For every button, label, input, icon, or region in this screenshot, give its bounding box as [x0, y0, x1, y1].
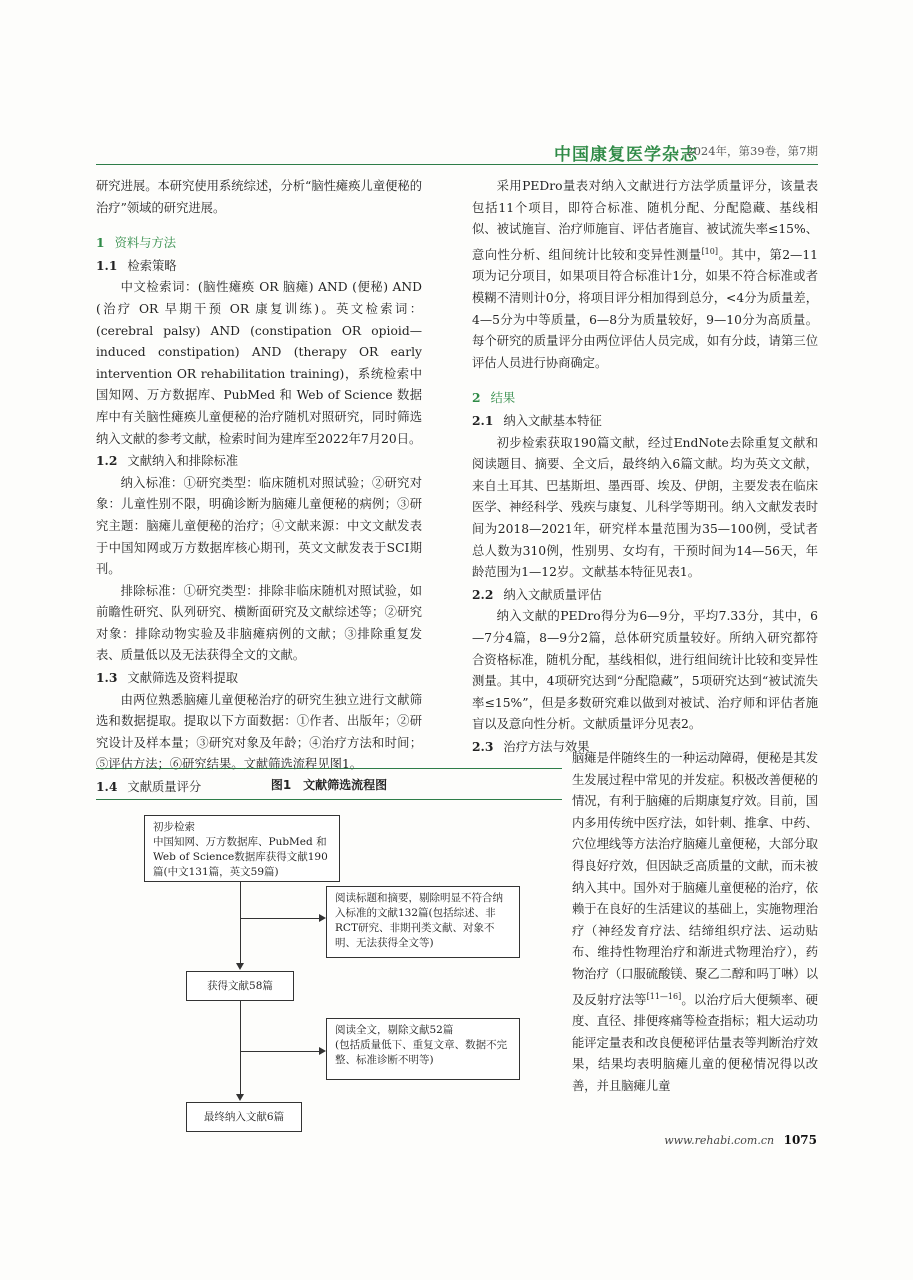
section-title: 文献纳入和排除标准	[127, 454, 239, 469]
search-strategy-text: 中文检索词：(脑性瘫痪 OR 脑瘫) AND (便秘) AND (治疗 OR 早期干预 OR 康复训练)。英文检索词：(cerebral palsy) AND (constipation OR opioid—induced constipation) AND (therapy OR early intervention OR rehabilitation training)，系统检索中国知网、万方数据库、PubMed 和 Web of Science 数据库中有关脑性瘫痪儿童便秘的治疗随机对照研究，同时筛选纳入文献的参考文献，检索时间为建库至2022年7月20日。	[96, 280, 422, 446]
flowchart-figure	[96, 768, 562, 1128]
right-column	[472, 176, 818, 759]
section-1-heading	[96, 232, 422, 255]
arrow-right-icon	[319, 1047, 326, 1055]
treatment-text	[572, 748, 818, 1098]
pedro-text-cont: 。其中，第2—11项为记分项目，如果项目符合标准计1分，如果不符合标准或者模糊不清则计0分，将项目评分相加得到总分，<4分为质量差，4—5分为中等质量，6—8分为质量较好，9—10分为高质量。每个研究的质量评分由两位评估人员完成，如有分歧，请第三位评估人员进行协商确定。	[472, 247, 818, 370]
section-2-heading	[472, 387, 818, 410]
treatment-text-cont: 。以治疗后大便频率、硬度、直径、排便疼痛等检查指标；粗大运动功能评定量表和改良便秘评估量表等判断治疗效果，结果均表明脑瘫儿童的便秘情况得以改善，并且脑瘫儿童	[572, 992, 818, 1093]
section-1-1-heading	[96, 255, 422, 278]
inclusion-criteria-text: 纳入标准：①研究类型：临床随机对照试验；②研究对象：儿童性别不限，明确诊断为脑瘫儿童便秘的病例；③研究主题：脑瘫儿童便秘的治疗；④文献来源：中文文献发表于中国知网或万方数据库核心期刊，英文文献发表于SCI期刊。	[96, 475, 422, 577]
section-title: 纳入文献基本特征	[503, 414, 602, 429]
pedro-text: 采用PEDro量表对纳入文献进行方法学质量评分，该量表包括11个项目，即符合标准、随机分配、分配隐藏、基线相似、被试施盲、治疗师施盲、评估者施盲、被试流失率≤15%、意向性分析、组间统计比较和变异性测量	[472, 179, 818, 262]
citation: [11—16]	[646, 991, 682, 1001]
section-number: 2.3	[472, 738, 494, 754]
issue-info: 2024年，第39卷，第7期	[686, 144, 818, 158]
section-title: 结果	[490, 391, 516, 406]
section-number: 2.1	[472, 413, 494, 429]
page-footer	[664, 1133, 817, 1147]
section-number: 1	[96, 235, 105, 251]
flow-box-obtained: 获得文献58篇	[186, 971, 294, 1001]
section-title: 治疗方法与效果	[503, 739, 590, 754]
section-number: 1.1	[96, 257, 118, 273]
arrow-right-icon	[319, 914, 326, 922]
section-2-2-heading	[472, 584, 818, 607]
section-title: 检索策略	[127, 258, 177, 273]
section-title: 纳入文献质量评估	[503, 587, 602, 602]
section-number: 1.2	[96, 453, 118, 469]
section-1-3-heading	[96, 667, 422, 690]
citation: [10]	[701, 246, 718, 256]
characteristics-text: 初步检索获取190篇文献，经过EndNote去除重复文献和阅读题目、摘要、全文后，最终纳入6篇文献。均为英文文献，来自土耳其、巴基斯坦、墨西哥、埃及、伊朗，主要发表在临床医学、神经科学、残疾与康复、儿科学等期刊。纳入文献发表时间为2018—2021年，研究样本量范围为35—100例，受试者总人数为310例，性别男、女均有，干预时间为14—56天，年龄范围为1—12岁。文献基本特征见表1。	[472, 435, 818, 580]
flow-box-final: 最终纳入文献6篇	[186, 1102, 302, 1132]
flow-connector	[240, 918, 320, 919]
flow-connector	[240, 1001, 241, 1095]
section-1-2-heading	[96, 450, 422, 473]
left-column	[96, 176, 422, 799]
treatment-text-part: 脑瘫是伴随终生的一种运动障碍，便秘是其发生发展过程中常见的并发症。积极改善便秘的情况，有利于脑瘫的后期康复疗效。目前，国内多用传统中医疗法，如针刺、推拿、中药、穴位埋线等方法治疗脑瘫儿童便秘，大部分取得良好疗效，但因缺乏高质量的文献，而未被纳入其中。国外对于脑瘫儿童便秘的治疗，依赖于在良好的生活建议的基础上，实施物理治疗（神经发育疗法、结缔组织疗法、运动贴布、维持性物理治疗和渐进式物理治疗），药物治疗（口服硫酸镁、聚乙二醇和吗丁啉）以及反射疗法等	[572, 751, 818, 1007]
figure-top-rule	[96, 768, 562, 769]
page-header	[96, 140, 818, 165]
section-number: 2	[472, 390, 481, 406]
pedro-paragraph	[472, 176, 818, 374]
section-number: 1.3	[96, 670, 118, 686]
arrow-down-icon	[236, 963, 244, 970]
exclusion-criteria-text: 排除标准：①研究类型：排除非临床随机对照试验，如前瞻性研究、队列研究、横断面研究及文献综述等；②研究对象：排除动物实验及非脑瘫病例的文献；③排除重复发表、质量低以及无法获得全文的文献。	[96, 583, 422, 663]
flow-box-title-abstract-exclusion: 阅读标题和摘要，剔除明显不符合纳入标准的文献132篇(包括综述、非RCT研究、非期刊类文献、对象不明、无法获得全文等)	[326, 886, 520, 958]
flow-connector	[240, 1051, 320, 1052]
figure-caption-rule	[96, 799, 562, 800]
screening-text: 由两位熟悉脑瘫儿童便秘治疗的研究生独立进行文献筛选和数据提取。提取以下方面数据：①作者、出版年；②研究设计及样本量；③研究对象及年龄；④治疗方法和时间；⑤评估方法；⑥研究结果。文献筛选流程见图1。	[96, 692, 422, 772]
section-title: 资料与方法	[114, 236, 177, 251]
flow-connector	[240, 882, 241, 964]
section-title: 文献质量评分	[127, 780, 202, 795]
figure-title: 图1 文献筛选流程图	[270, 778, 388, 792]
intro-paragraph: 研究进展。本研究使用系统综述，分析“脑性瘫痪儿童便秘的治疗”领域的研究进展。	[96, 179, 423, 215]
quality-text: 纳入文献的PEDro得分为6—9分，平均7.33分，其中，6—7分4篇，8—9分2篇，总体研究质量较好。所纳入研究都符合资格标准，随机分配，基线相似，进行组间统计比较和变异性测量。其中，4项研究达到“分配隐藏”，5项研究达到“被试流失率≤15%”，但是多数研究难以做到对被试、治疗师和评估者施盲以及意向性分析。文献质量评分见表2。	[472, 609, 818, 732]
flow-box-fulltext-exclusion: 阅读全文，剔除文献52篇 (包括质量低下、重复文章、数据不完整、标准诊断不明等)	[326, 1018, 520, 1080]
section-number: 1.4	[96, 779, 118, 795]
journal-name: 中国康复医学杂志	[554, 145, 698, 165]
page-number: 1075	[783, 1133, 817, 1147]
flow-box-initial-search: 初步检索 中国知网、万方数据库、PubMed 和 Web of Science数据库获得文献190篇(中文131篇，英文59篇)	[144, 815, 340, 882]
section-2-1-heading	[472, 410, 818, 433]
section-number: 2.2	[472, 586, 494, 602]
journal-website: www.rehabi.com.cn	[664, 1134, 775, 1147]
treatment-wrap-column	[572, 748, 818, 1098]
arrow-down-icon	[236, 1094, 244, 1101]
section-title: 文献筛选及资料提取	[127, 671, 239, 686]
